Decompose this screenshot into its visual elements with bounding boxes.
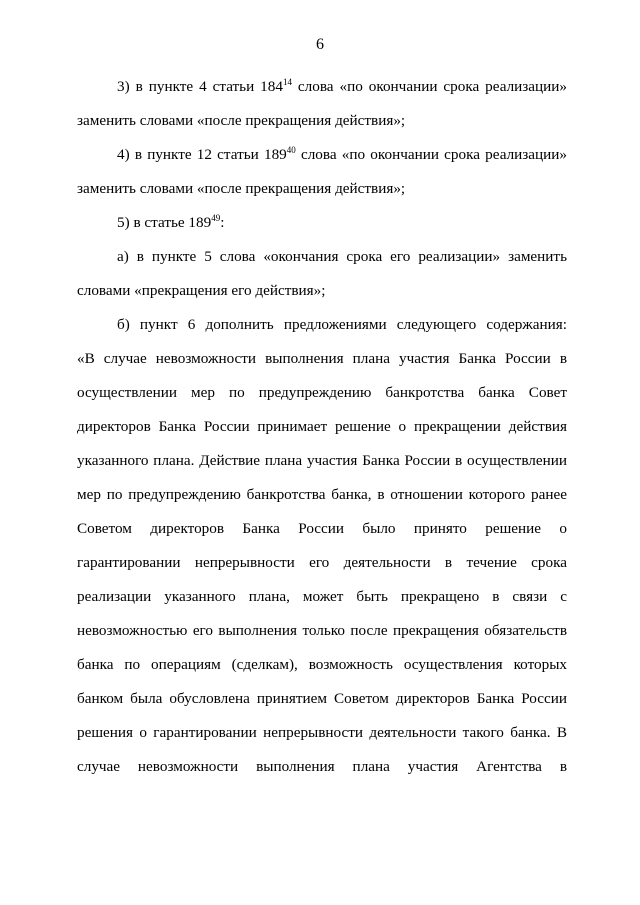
text-line-5: 5) в статье $189^{49}$:	[117, 213, 225, 231]
page-number: 6	[316, 36, 324, 53]
text-line-2: заменить словами «после прекращения действия»;	[77, 112, 406, 129]
text-line-15: гарантировании непрерывности его деятельности в течение срока	[77, 554, 567, 571]
text-line-11: директоров Банка России принимает решение о прекращении действия	[77, 418, 567, 435]
text-line-19: банком была обусловлена принятием Советом директоров Банка России	[77, 690, 567, 707]
text-line-7: словами «прекращения его действия»;	[77, 282, 326, 299]
text-line-13: мер по предупреждению банкротства банка, в отношении которого ранее	[77, 486, 567, 503]
text-line-9: «В случае невозможности выполнения плана участия Банка России в	[77, 350, 567, 367]
text-line-6: а) в пункте 5 слова «окончания срока его реализации» заменить	[117, 248, 567, 265]
text-line-4: заменить словами «после прекращения действия»;	[77, 180, 406, 197]
text-line-18: банка по операциям (сделкам), возможность осуществления которых	[77, 656, 567, 673]
text-line-3: 4) в пункте 12 статьи $189^{40}$ слова «по окончании срока реализации»	[117, 145, 567, 163]
text-line-12: указанного плана. Действие плана участия Банка России в осуществлении	[77, 452, 567, 469]
text-line-17: невозможностью его выполнения только после прекращения обязательств	[77, 622, 567, 639]
text-line-20: решения о гарантировании непрерывности деятельности такого банка. В	[77, 724, 567, 741]
text-line-10: осуществлении мер по предупреждению банкротства банка Совет	[77, 384, 567, 401]
text-line-21: случае невозможности выполнения плана участия Агентства в	[77, 758, 567, 775]
text-line-16: реализации указанного плана, может быть прекращено в связи с	[77, 588, 567, 605]
text-line-14: Советом директоров Банка России было принято решение о	[77, 520, 567, 537]
document-body	[77, 70, 567, 784]
text-line-1: 3) в пункте 4 статьи $184^{14}$ слова «по окончании срока реализации»	[117, 77, 567, 95]
text-line-8: б) пункт 6 дополнить предложениями следующего содержания:	[117, 316, 567, 333]
